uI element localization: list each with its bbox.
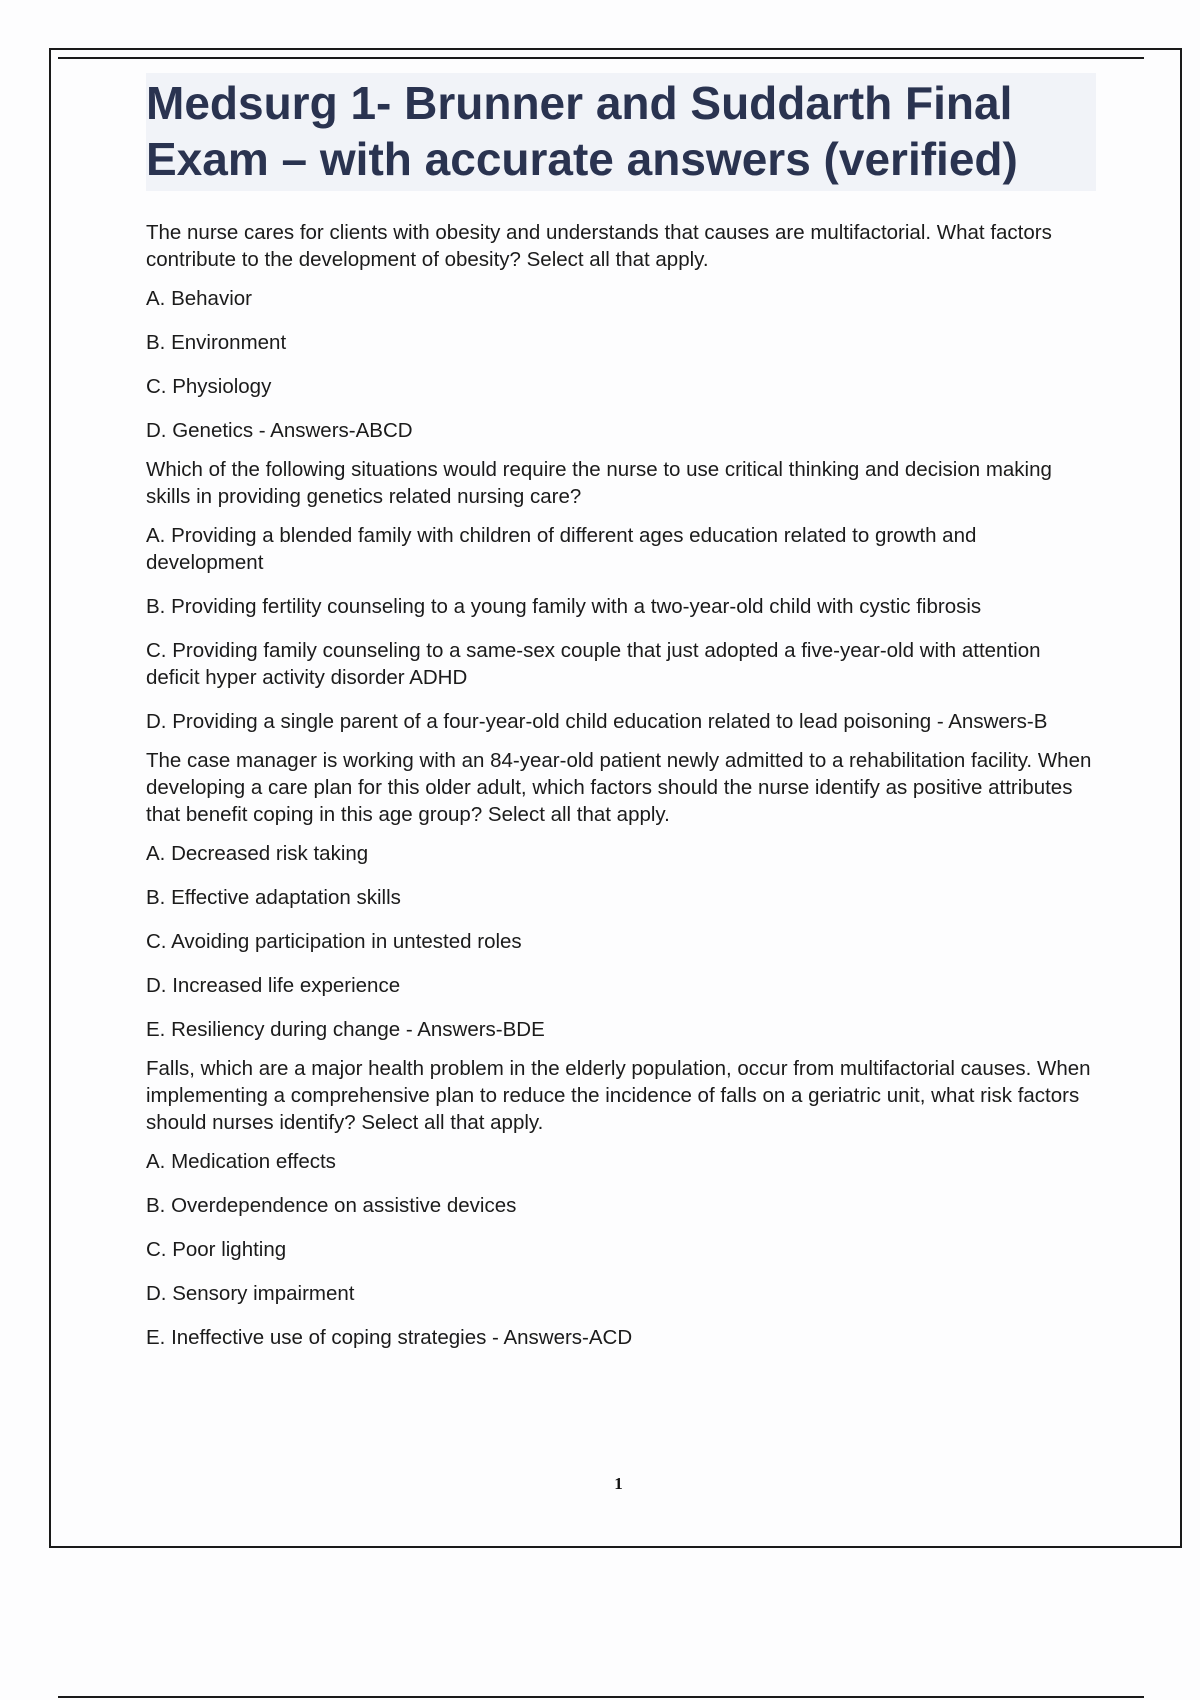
question-block [146,456,1096,735]
question-text: Falls, which are a major health problem in the elderly population, occur from multifactorial causes. When implementing a comprehensive plan to reduce the incidence of falls on a geriatric unit, what risk factors should nurses identify? Select all that apply. [146,1057,1091,1134]
answer-option-with-key: E. Ineffective use of coping strategies - Answers-ACD [146,1326,633,1349]
answer-option: A. Behavior [146,287,252,310]
answer-option: C. Physiology [146,375,272,398]
answer-option: A. Decreased risk taking [146,842,369,865]
question-text: The nurse cares for clients with obesity and understands that causes are multifactorial. What factors contribute to the development of obesity? Select all that apply. [146,221,1052,271]
question-text: The case manager is working with an 84-year-old patient newly admitted to a rehabilitation facility. When developing a care plan for this older adult, which factors should the nurse identify as positive attributes that benefit coping in this age group? Select all that apply. [146,749,1092,826]
document-body [146,73,1096,1363]
answer-option: A. Medication effects [146,1150,336,1173]
question-block [146,747,1096,1043]
question-text: Which of the following situations would require the nurse to use critical thinking and decision making skills in providing genetics related nursing care? [146,458,1052,508]
answer-option: C. Poor lighting [146,1238,287,1261]
question-block [146,1055,1096,1351]
answer-option-with-key: D. Genetics - Answers-ABCD [146,419,413,442]
answer-option: B. Environment [146,331,287,354]
answer-option: D. Increased life experience [146,974,401,997]
answer-option-with-key: D. Providing a single parent of a four-year-old child education related to lead poisoning - Answers-B [146,710,1048,733]
answer-option: B. Overdependence on assistive devices [146,1194,517,1217]
answer-option: B. Providing fertility counseling to a young family with a two-year-old child with cystic fibrosis [146,595,982,618]
document-title: Medsurg 1- Brunner and Suddarth Final Exam – with accurate answers (verified) [146,77,1018,185]
answer-option: A. Providing a blended family with children of different ages education related to growth and development [146,524,977,574]
answer-option: C. Providing family counseling to a same-sex couple that just adopted a five-year-old with attention deficit hyper activity disorder ADHD [146,639,1041,689]
answer-option: D. Sensory impairment [146,1282,355,1305]
answer-option-with-key: E. Resiliency during change - Answers-BDE [146,1018,545,1041]
question-block [146,219,1096,444]
header-rule [58,57,1144,59]
footer-rule [58,1696,1144,1698]
title-block [146,73,1096,191]
answer-option: B. Effective adaptation skills [146,886,401,909]
answer-option: C. Avoiding participation in untested roles [146,930,522,953]
page-number: 1 [614,1474,623,1493]
